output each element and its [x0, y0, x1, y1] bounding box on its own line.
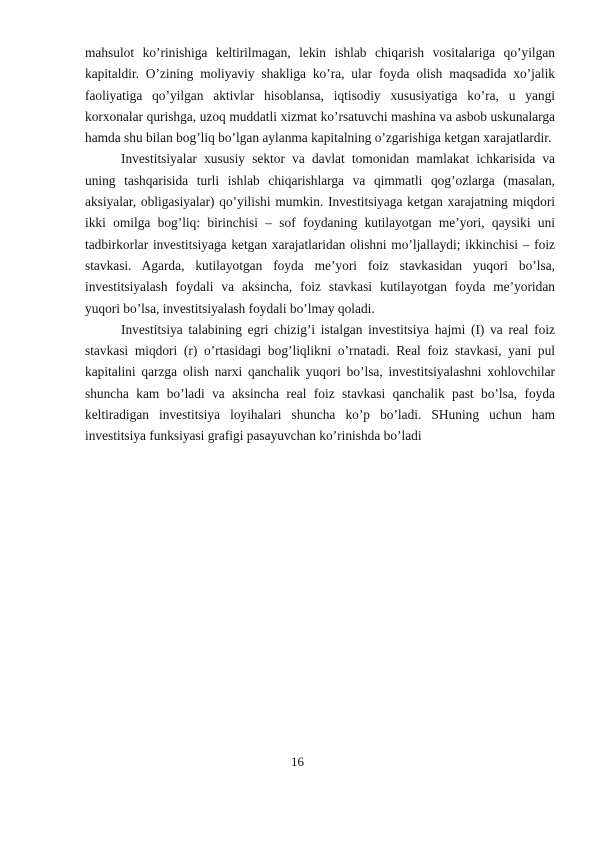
paragraph-continuation: mahsulot ko’rinishiga keltirilmagan, lekin ishlab chiqarish vositalariga qo’yilgan kapitaldir. O’zining moliyaviy shakliga ko’ra, ular foyda olish maqsadida xo’jalik faoliyatiga qo’yilgan aktivlar hisoblansa, iqtisodiy xususiyatiga ko’ra, u yangi korxonalar qurishga, uzoq muddatli xizmat ko’rsatuvchi mashina va asbob uskunalarga hamda shu bilan bog’liq bo’lgan aylanma kapitalning o’zgarishiga ketgan xarajatlardir. — [85, 45, 555, 146]
body-text — [85, 42, 555, 447]
page-number: 16 — [291, 754, 304, 769]
paragraph-investment-demand-curve: Investitsiya talabining egri chizig’i istalgan investitsiya hajmi (I) va real foiz stavkasi miqdori (r) o’rtasidagi bog’liqlikni o’rnatadi. Real foiz stavkasi, yani pul kapitalini qarzga olish narxi qanchalik yuqori bo’lsa, investitsiyalashni xohlovchilar shuncha kam bo’ladi va aksincha real foiz stavkasi qanchalik past bo’lsa, foyda keltiradigan investitsiya loyihalari shuncha ko’p bo’ladi. SHuning uchun ham investitsiya funksiyasi grafigi pasayuvchan ko’rinishda bo’ladi — [85, 321, 555, 444]
paragraph-investment-sources: Investitsiyalar xususiy sektor va davlat tomonidan mamlakat ichkarisida va uning tashqarisida turli ishlab chiqarishlarga va qimmatli qog’ozlarga (masalan, aksiyalar, obligasiyalar) qo’yilishi mumkin. Investitsiyaga ketgan xarajatning miqdori ikki omilga bog’liq: birinchisi – sof foydaning kutilayotgan me’yori, qaysiki uni tadbirkorlar investitsiyaga ketgan xarajatlaridan olishni mo’ljallaydi; ikkinchisi – foiz stavkasi. Agarda, kutilayotgan foyda me’yori foiz stavkasidan yuqori bo’lsa, investitsiyalash foydali va aksincha, foiz stavkasi kutilayotgan foyda me’yoridan yuqori bo’lsa, investitsiyalash foydali bo’lmay qoladi. — [85, 151, 555, 316]
